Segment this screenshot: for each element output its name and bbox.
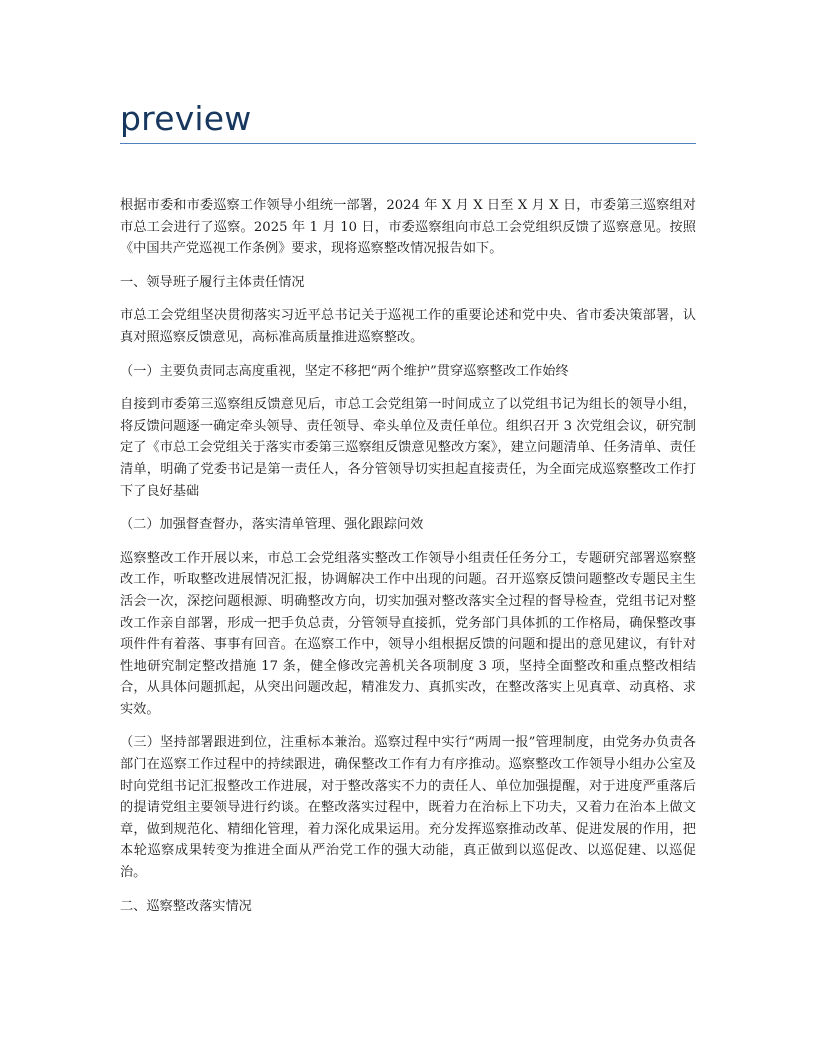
subsection-2-body: 巡察整改工作开展以来，市总工会党组落实整改工作领导小组责任任务分工，专题研究部署巡察整改工作，听取整改进展情况汇报，协调解决工作中出现的问题。召开巡察反馈问题整改专题民主生活会一次，深挖问题根源、明确整改方向，切实加强对整改落实全过程的督导检查，党组书记对整改工作亲自部署，形成一把手负总责，分管领导直接抓，党务部门具体抓的工作格局，确保整改事项件件有着落、事事有回音。在巡察工作中，领导小组根据反馈的问题和提出的意见建议，有针对性地研究制定整改措施 17 条，健全修改完善机关各项制度 3 项，坚持全面整改和重点整改相结合，从具体问题抓起，从突出问题改起，精准发力、真抓实改，在整改落实上见真章、动真格、求实效。: [120, 550, 696, 717]
title-divider: [120, 143, 696, 144]
subsection-heading-1: （一）主要负责同志高度重视，坚定不移把“两个维护”贯穿巡察整改工作始终: [120, 363, 569, 379]
section-heading-1: 一、领导班子履行主体责任情况: [120, 274, 305, 290]
subsection-heading-2: （二）加强督查督办，落实清单管理、强化跟踪问效: [120, 517, 424, 533]
subsection-1-body: 自接到市委第三巡察组反馈意见后，市总工会党组第一时间成立了以党组书记为组长的领导小组，将反馈问题逐一确定牵头领导、责任领导、牵头单位及责任单位。组织召开 3 次党组会议，研究制定了《市总工会党组关于落实市委第三巡察组反馈意见整改方案》，建立问题清单、任务清单、责任清单，明确了党委书记是第一责任人，各分管领导切实担起直接责任，为全面完成巡察整改工作打下了良好基础: [120, 397, 696, 499]
document-title: preview: [120, 99, 252, 138]
section-1-summary: 市总工会党组坚决贯彻落实习近平总书记关于巡视工作的重要论述和党中央、省市委决策部署，认真对照巡察反馈意见，高标准高质量推进巡察整改。: [120, 308, 696, 345]
document-body: [120, 195, 696, 917]
section-heading-2: 二、巡察整改落实情况: [120, 898, 252, 914]
document-page: [120, 0, 696, 929]
intro-paragraph: 根据市委和市委巡察工作领导小组统一部署，2024 年 X 月 X 日至 X 月 X 日，市委第三巡察组对市总工会进行了巡察。2025 年 1 月 10 日，市委巡察组向市总工会党组织反馈了巡察意见。按照《中国共产党巡视工作条例》要求，现将巡察整改情况报告如下。: [120, 198, 696, 257]
subsection-3-body: （三）坚持部署跟进到位，注重标本兼治。巡察过程中实行“两周一报”管理制度，由党务办负责各部门在巡察工作过程中的持续跟进，确保整改工作有力有序推动。巡察整改工作领导小组办公室及时向党组书记汇报整改工作进展，对于整改落实不力的责任人、单位加强提醒，对于进度严重落后的提请党组主要领导进行约谈。在整改落实过程中，既着力在治标上下功夫，又着力在治本上做文章，做到规范化、精细化管理，着力深化成果运用。充分发挥巡察推动改革、促进发展的作用，把本轮巡察成果转变为推进全面从严治党工作的强大动能，真正做到以巡促改、以巡促建、以巡促治。: [120, 735, 696, 881]
